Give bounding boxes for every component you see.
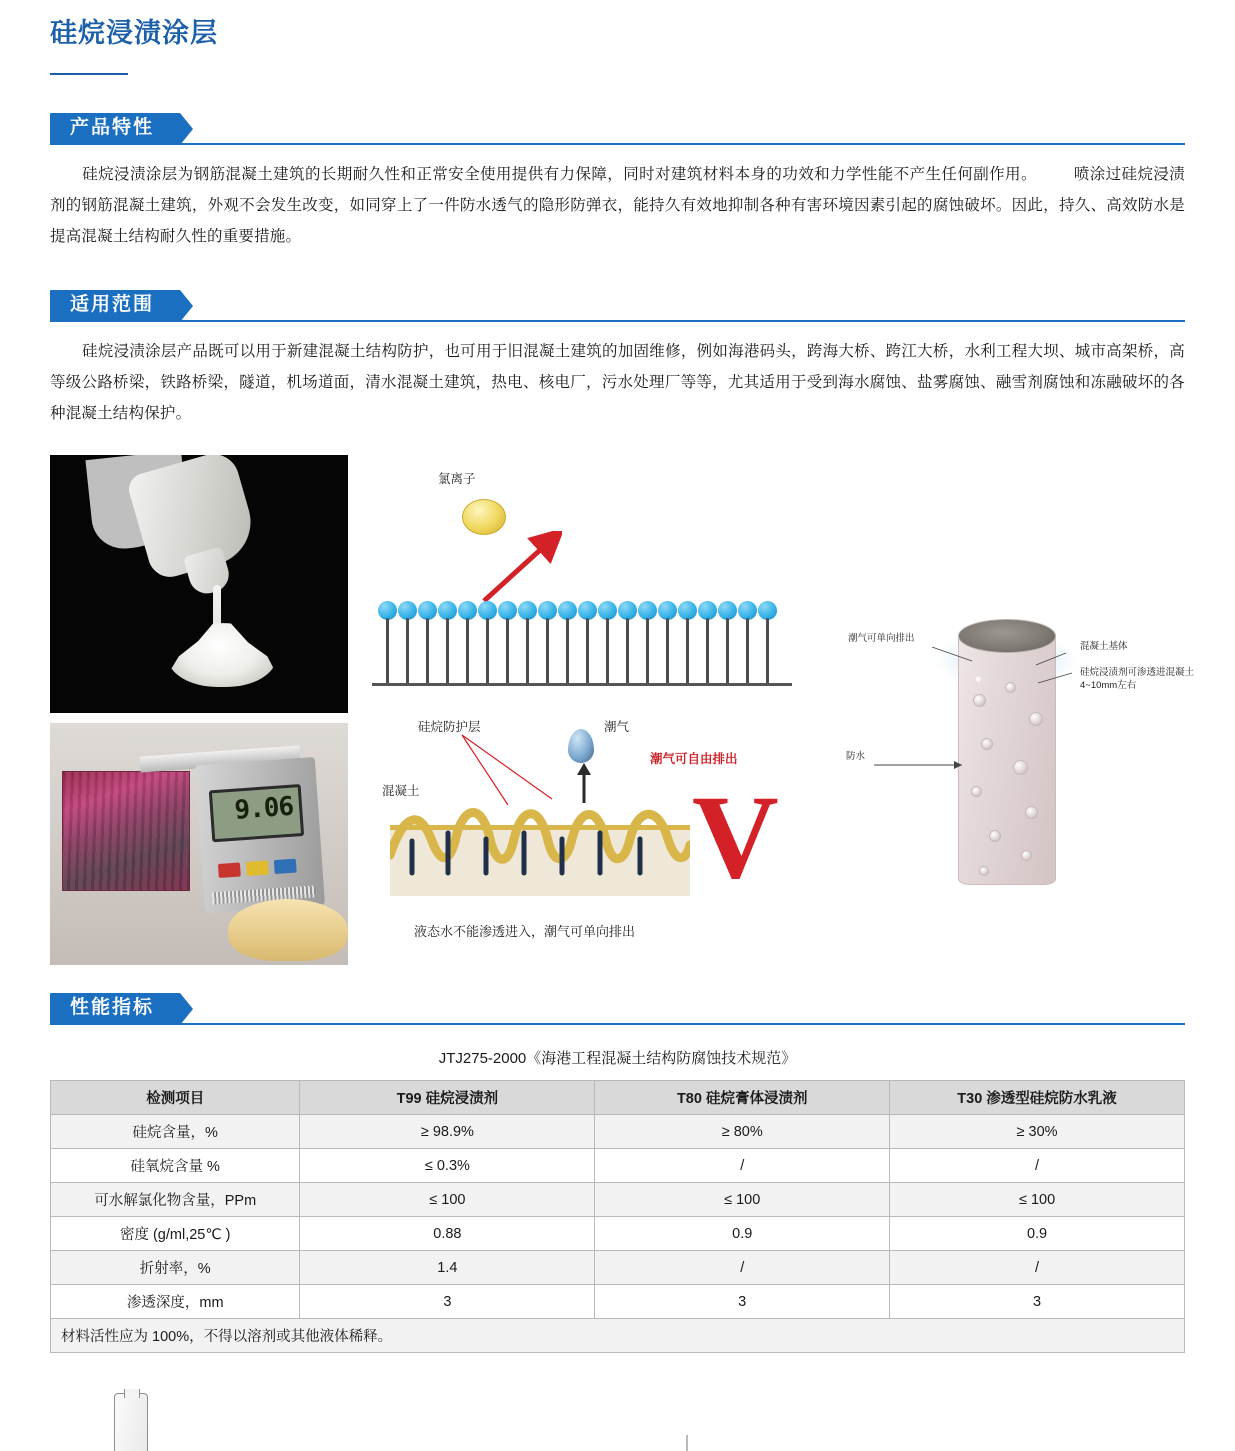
caliper-button-yellow <box>246 861 269 877</box>
molecule-tail-icon <box>466 618 469 684</box>
molecule-tail-icon <box>426 618 429 684</box>
diagram-chloride-repellency <box>372 461 792 691</box>
column-header-t99: T99 硅烷浸渍剂 <box>300 1081 595 1115</box>
core-penetration-label: 硅烷浸渍剂可渗透进混凝土4~10mm左右 <box>1080 667 1195 691</box>
molecule-tail-icon <box>666 618 669 684</box>
cell-t30: 3 <box>890 1285 1185 1319</box>
concrete-specimen-shape <box>62 771 190 891</box>
table-row <box>51 1251 1185 1285</box>
silane-molecule <box>698 601 718 687</box>
silane-molecule <box>498 601 518 687</box>
repel-arrow-icon <box>476 531 562 607</box>
cell-item: 硅氧烷含量 % <box>51 1149 300 1183</box>
table-header-row <box>51 1081 1185 1115</box>
silane-molecule <box>438 601 458 687</box>
cell-t80: / <box>595 1251 890 1285</box>
core-matrix-label: 混凝土基体 <box>1080 641 1128 653</box>
photo-caliper-measurement <box>50 723 348 965</box>
cell-t80: 3 <box>595 1285 890 1319</box>
section-header <box>50 993 1185 1025</box>
cell-item: 密度 (g/ml,25℃ ) <box>51 1217 300 1251</box>
core-waterproof-label: 防水 <box>846 751 866 763</box>
diagram-protective-layer <box>372 707 792 965</box>
moisture-label: 潮气 <box>604 720 630 735</box>
silane-molecule <box>638 601 658 687</box>
section-header <box>50 113 1185 145</box>
silane-molecule <box>378 601 398 687</box>
silane-molecule <box>758 601 778 687</box>
waterproof-leader-line <box>870 755 966 775</box>
cell-t80: / <box>595 1149 890 1183</box>
cell-t30: / <box>890 1149 1185 1183</box>
section-divider <box>50 143 1185 145</box>
silane-molecule <box>658 601 678 687</box>
paragraph-features <box>50 159 1185 252</box>
moisture-exhaust-label: 潮气可自由排出 <box>650 752 738 767</box>
cell-t30: 0.9 <box>890 1217 1185 1251</box>
silane-molecule <box>558 601 578 687</box>
table-row <box>51 1183 1185 1217</box>
v-shape-graphic: V <box>692 770 779 904</box>
cell-t30: ≤ 100 <box>890 1183 1185 1217</box>
column-header-item: 检测项目 <box>51 1081 300 1115</box>
cell-t30: / <box>890 1251 1185 1285</box>
core-pore <box>981 738 993 750</box>
silane-molecule <box>578 601 598 687</box>
cell-item: 可水解氯化物含量，PPm <box>51 1183 300 1217</box>
cell-t99: ≤ 0.3% <box>300 1149 595 1183</box>
molecule-tail-icon <box>566 618 569 684</box>
substrate-line <box>372 683 792 686</box>
bottom-product-illustration <box>108 1389 154 1451</box>
caliper-button-red <box>218 863 241 879</box>
paragraph-scope-text: 硅烷浸渍涂层产品既可以用于新建混凝土结构防护，也可用于旧混凝土建筑的加固维修，例如海港码头，跨海大桥、跨江大桥，水利工程大坝、城市高架桥，高等级公路桥梁，铁路桥梁，隧道，机场道面，清水混凝土建筑，热电、核电厂，污水处理厂等等，尤其适用于受到海水腐蚀、盐雾腐蚀、融雪剂腐蚀和冻融破坏的各种混凝土结构保护。 <box>50 343 1185 423</box>
molecule-tail-icon <box>526 618 529 684</box>
molecule-tail-icon <box>606 618 609 684</box>
core-exhaust-label: 潮气可单向排出 <box>848 633 915 645</box>
molecule-tail-icon <box>726 618 729 684</box>
table-row <box>51 1149 1185 1183</box>
molecule-tail-icon <box>506 618 509 684</box>
section-product-features <box>50 113 1185 252</box>
core-pore <box>971 786 982 797</box>
column-header-t80: T80 硅烷膏体浸渍剂 <box>595 1081 890 1115</box>
section-performance-index <box>50 993 1185 1353</box>
liquid-puddle-shape <box>168 623 276 687</box>
title-underline <box>50 73 128 75</box>
section-application-scope <box>50 290 1185 429</box>
photo-bottle-pouring <box>50 455 348 713</box>
silane-molecule <box>398 601 418 687</box>
table-footnote-row <box>51 1319 1185 1353</box>
product-can-shape <box>114 1393 148 1451</box>
silane-molecule <box>458 601 478 687</box>
cell-t99: ≥ 98.9% <box>300 1115 595 1149</box>
molecule-tail-icon <box>386 618 389 684</box>
chloride-ion-shape <box>462 499 506 535</box>
silane-molecule <box>538 601 558 687</box>
column-header-t30: T30 渗透型硅烷防水乳液 <box>890 1081 1185 1115</box>
silane-molecule <box>418 601 438 687</box>
molecule-tail-icon <box>766 618 769 684</box>
bottom-divider-mark <box>686 1435 688 1451</box>
caliper-body-shape <box>195 757 325 913</box>
cell-t80: ≤ 100 <box>595 1183 890 1217</box>
silane-layer-label: 硅烷防护层 <box>418 720 481 735</box>
silane-molecule <box>738 601 758 687</box>
molecule-tail-icon <box>486 618 489 684</box>
molecule-tail-icon <box>406 618 409 684</box>
table-row <box>51 1285 1185 1319</box>
silane-molecule <box>678 601 698 687</box>
molecule-tail-icon <box>586 618 589 684</box>
silane-molecule <box>618 601 638 687</box>
spec-table-caption: JTJ275-2000《海港工程混凝土结构防腐蚀技术规范》 <box>438 1050 797 1068</box>
core-pore <box>1021 850 1032 861</box>
caliper-display-reading: 9.06 <box>209 784 304 842</box>
concrete-label: 混凝土 <box>382 784 420 799</box>
paragraph-features-line2: 喷涂过硅烷浸渍剂的钢筋混凝土建筑，外观不会发生改变，如同穿上了一件防水透气的隐形防弹衣，能持久有效地抑制各种有害环境因素引起的腐蚀破坏。因此，持久、高效防水是提高混凝土结构耐久性的重要措施。 <box>50 166 1185 246</box>
cell-t30: ≥ 30% <box>890 1115 1185 1149</box>
measuring-tape-shape <box>228 899 348 961</box>
core-pore <box>989 830 1001 842</box>
cell-t80: 0.9 <box>595 1217 890 1251</box>
cell-item: 渗透深度，mm <box>51 1285 300 1319</box>
molecule-tail-icon <box>546 618 549 684</box>
table-row <box>51 1217 1185 1251</box>
cell-item: 硅烷含量，% <box>51 1115 300 1149</box>
core-pore <box>1025 806 1038 819</box>
section-divider <box>50 320 1185 322</box>
diagram-concrete-core <box>840 605 1235 935</box>
table-header <box>51 1081 1185 1115</box>
paragraph-scope <box>50 336 1185 429</box>
molecule-tail-icon <box>646 618 649 684</box>
silane-coating-profile <box>390 795 690 881</box>
page-title: 硅烷浸渍涂层 <box>50 18 218 48</box>
section-header <box>50 290 1185 322</box>
molecule-tail-icon <box>686 618 689 684</box>
molecule-tail-icon <box>746 618 749 684</box>
molecule-tail-icon <box>446 618 449 684</box>
silane-molecule <box>598 601 618 687</box>
silane-molecule <box>718 601 738 687</box>
figure-group <box>50 455 1195 965</box>
molecule-tail-icon <box>706 618 709 684</box>
cell-item: 折射率，% <box>51 1251 300 1285</box>
caliper-button-blue <box>274 859 297 875</box>
cell-t99: ≤ 100 <box>300 1183 595 1217</box>
silane-molecule <box>518 601 538 687</box>
section-divider <box>50 1023 1185 1025</box>
cell-t99: 1.4 <box>300 1251 595 1285</box>
core-pore <box>1013 760 1028 775</box>
performance-table <box>50 1080 1185 1353</box>
table-footnote: 材料活性应为 100%，不得以溶剂或其他液体稀释。 <box>51 1319 1185 1353</box>
cell-t99: 3 <box>300 1285 595 1319</box>
silane-molecule-row <box>372 601 792 687</box>
paragraph-features-line1: 硅烷浸渍涂层为钢筋混凝土建筑的长期耐久性和正常安全使用提供有力保障，同时对建筑材料本身的功效和力学性能不产生任何副作用。 <box>82 166 1037 184</box>
cell-t80: ≥ 80% <box>595 1115 890 1149</box>
section-tag-product-features: 产品特性 <box>50 113 180 145</box>
table-row <box>51 1115 1185 1149</box>
layer-diagram-caption: 液态水不能渗透进入，潮气可单向排出 <box>414 924 636 940</box>
table-body <box>51 1115 1185 1353</box>
silane-molecule <box>478 601 498 687</box>
cell-t99: 0.88 <box>300 1217 595 1251</box>
core-pore <box>1029 712 1043 726</box>
core-pore <box>979 866 989 876</box>
section-tag-performance-index: 性能指标 <box>50 993 180 1025</box>
chloride-ion-label: 氯离子 <box>438 472 476 487</box>
section-tag-application-scope: 适用范围 <box>50 290 180 322</box>
molecule-tail-icon <box>626 618 629 684</box>
